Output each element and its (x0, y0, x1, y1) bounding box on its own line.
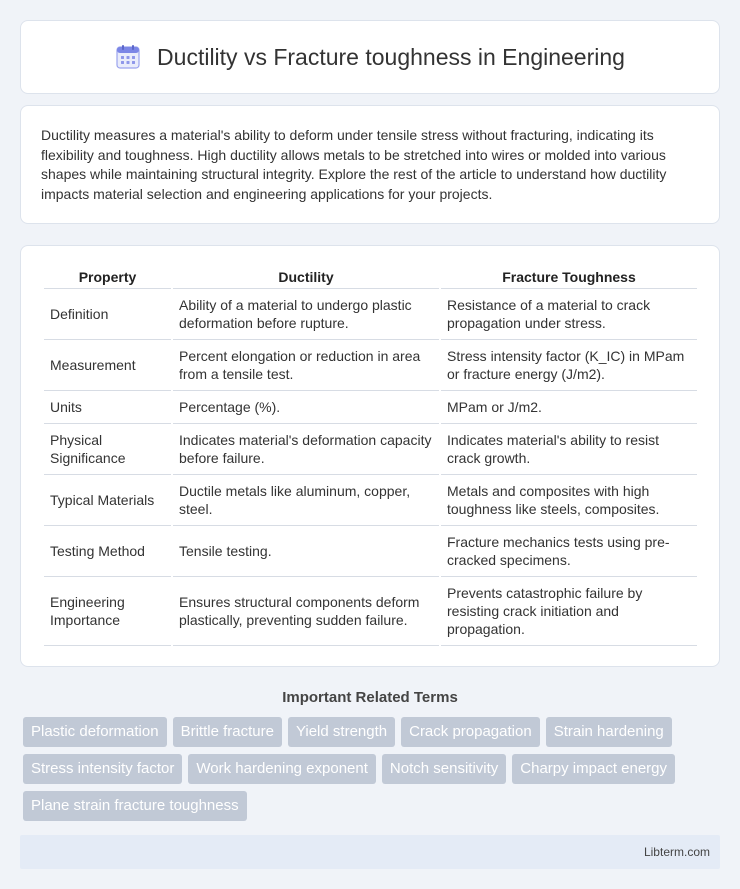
table-row (44, 391, 697, 424)
column-header-ductility: Ductility (173, 265, 439, 289)
page-footer (20, 835, 720, 869)
related-term-tag[interactable]: Yield strength (288, 717, 395, 747)
table-cell-property: Definition (44, 289, 171, 340)
intro-card (20, 105, 720, 224)
page-title: Ductility vs Fracture toughness in Engineering (157, 43, 625, 70)
table-header-row (44, 265, 697, 289)
comparison-card (20, 245, 720, 667)
related-term-tag[interactable]: Crack propagation (401, 717, 540, 747)
column-header-fracture-toughness: Fracture Toughness (441, 265, 697, 289)
table-cell-ductility: Tensile testing. (173, 526, 439, 577)
table-cell-fracture-toughness: Indicates material's ability to resist crack growth. (441, 424, 697, 475)
related-term-tag[interactable]: Stress intensity factor (23, 754, 182, 784)
table-row (44, 526, 697, 577)
related-term-tag[interactable]: Charpy impact energy (512, 754, 675, 784)
table-row (44, 340, 697, 391)
comparison-table (42, 265, 699, 646)
table-cell-ductility: Indicates material's deformation capacity before failure. (173, 424, 439, 475)
table-cell-fracture-toughness: Prevents catastrophic failure by resisting crack initiation and propagation. (441, 577, 697, 646)
related-terms-title: Important Related Terms (282, 689, 458, 706)
table-cell-property: Typical Materials (44, 475, 171, 526)
page-header (20, 20, 720, 94)
table-cell-fracture-toughness: Fracture mechanics tests using pre-cracked specimens. (441, 526, 697, 577)
table-cell-property: Measurement (44, 340, 171, 391)
table-row (44, 577, 697, 646)
related-terms-list (20, 717, 720, 821)
intro-text: Ductility measures a material's ability to deform under tensile stress without fracturing, indicating its flexibility and toughness. High ductility allows metals to be stretched into wires or molded into various shapes while maintaining structural integrity. Explore the rest of the article to understand how ductility impacts material selection and engineering applications for your projects. (41, 127, 667, 202)
related-term-tag[interactable]: Plastic deformation (23, 717, 167, 747)
related-term-tag[interactable]: Work hardening exponent (188, 754, 376, 784)
related-term-tag[interactable]: Notch sensitivity (382, 754, 506, 784)
table-cell-property: Units (44, 391, 171, 424)
table-cell-property: Testing Method (44, 526, 171, 577)
footer-site-link[interactable]: Libterm.com (643, 845, 710, 859)
related-term-tag[interactable]: Brittle fracture (173, 717, 282, 747)
table-cell-property: Engineering Importance (44, 577, 171, 646)
calendar-icon (115, 44, 141, 70)
table-cell-ductility: Percentage (%). (173, 391, 439, 424)
table-cell-ductility: Ability of a material to undergo plastic deformation before rupture. (173, 289, 439, 340)
table-cell-property: Physical Significance (44, 424, 171, 475)
table-cell-fracture-toughness: Stress intensity factor (K_IC) in MPam or fracture energy (J/m2). (441, 340, 697, 391)
table-row (44, 424, 697, 475)
table-cell-ductility: Ensures structural components deform plastically, preventing sudden failure. (173, 577, 439, 646)
table-cell-ductility: Percent elongation or reduction in area from a tensile test. (173, 340, 439, 391)
table-row (44, 289, 697, 340)
table-cell-fracture-toughness: Resistance of a material to crack propagation under stress. (441, 289, 697, 340)
table-cell-fracture-toughness: Metals and composites with high toughness like steels, composites. (441, 475, 697, 526)
table-cell-ductility: Ductile metals like aluminum, copper, steel. (173, 475, 439, 526)
table-cell-fracture-toughness: MPam or J/m2. (441, 391, 697, 424)
related-term-tag[interactable]: Plane strain fracture toughness (23, 791, 247, 821)
column-header-property: Property (44, 265, 171, 289)
related-term-tag[interactable]: Strain hardening (546, 717, 672, 747)
table-row (44, 475, 697, 526)
